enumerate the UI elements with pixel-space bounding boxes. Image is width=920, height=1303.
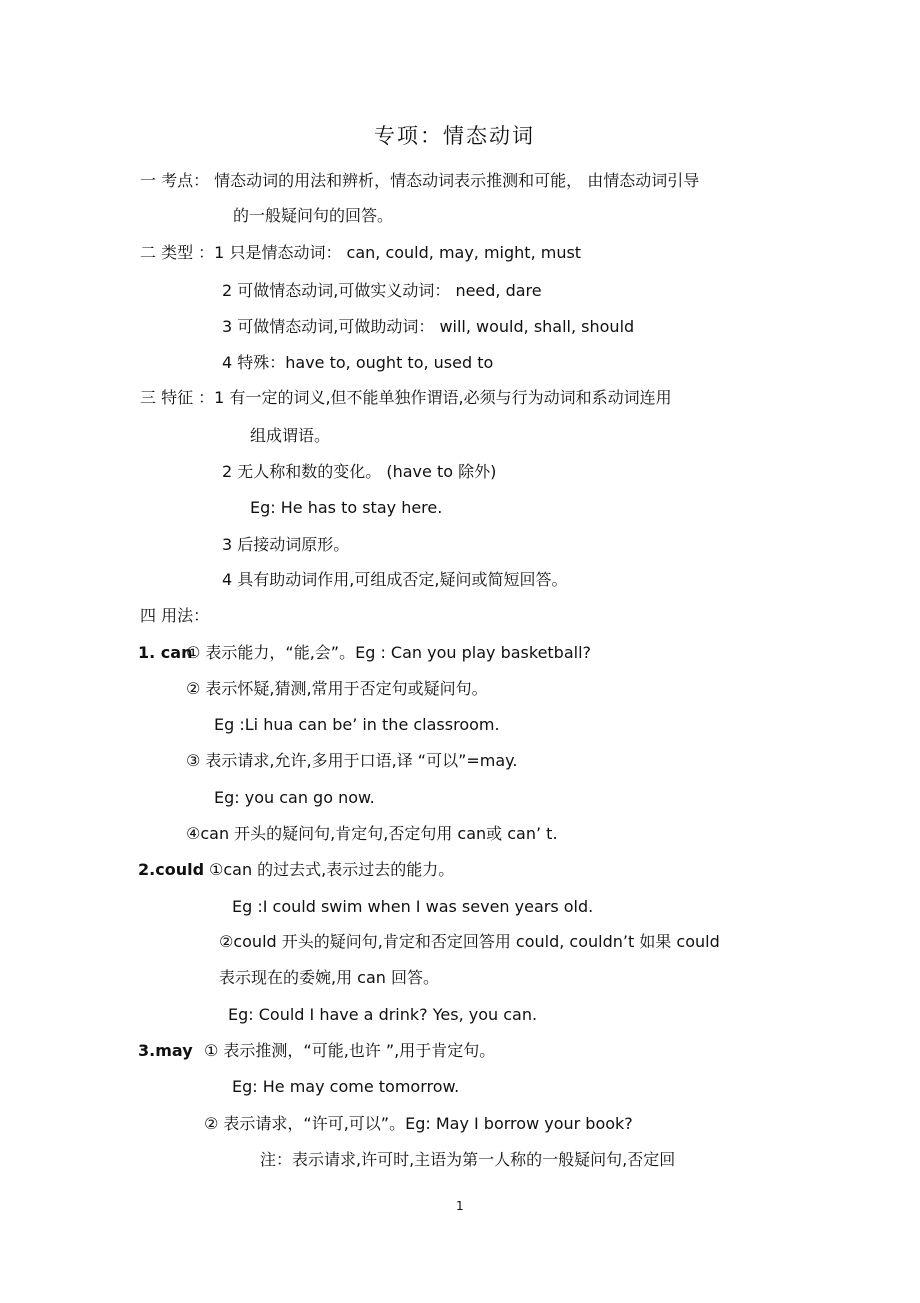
section-heading-may: 3.may: [138, 1041, 193, 1060]
text-line: 4 具有助动词作用,可组成否定,疑问或简短回答。: [222, 570, 568, 589]
text-line: Eg :I could swim when I was seven years old.: [232, 897, 594, 916]
text-line: 2 可做情态动词,可做实义动词： need, dare: [222, 281, 542, 300]
text-line: ③ 表示请求,允许,多用于口语,译 “可以”=may.: [186, 751, 518, 770]
text-line: ① 表示能力，“能,会”。Eg : Can you play basketball?: [186, 643, 592, 662]
text-line: 2 无人称和数的变化。 (have to 除外): [222, 462, 497, 481]
text-line: Eg :Li hua can be’ in the classroom.: [214, 715, 500, 734]
text-line: 二 类型 ：1 只是情态动词： can, could, may, might, must: [140, 243, 582, 262]
text-line: 表示现在的委婉,用 can 回答。: [219, 968, 440, 987]
text-line: 组成谓语。: [250, 426, 331, 445]
text-line: ④can 开头的疑问句,肯定句,否定句用 can或 can’ t.: [186, 824, 558, 843]
text-line: ②could 开头的疑问句,肯定和否定回答用 could, couldn’t 如果 could: [219, 932, 720, 951]
text-line: Eg: Could I have a drink? Yes, you can.: [228, 1005, 538, 1024]
text-line: 三 特征 ：1 有一定的词义,但不能单独作谓语,必须与行为动词和系动词连用: [140, 388, 672, 407]
section-heading-can: 1. can: [138, 643, 193, 662]
text-line: ① 表示推测，“可能,也许 ”,用于肯定句。: [204, 1041, 496, 1060]
page-number: 1: [456, 1199, 464, 1213]
section-heading-could: 2.could: [138, 860, 205, 879]
text-line: 3 可做情态动词,可做助动词： will, would, shall, should: [222, 317, 635, 336]
text-line: ①can 的过去式,表示过去的能力。: [209, 860, 455, 879]
text-line: 一 考点： 情态动词的用法和辨析，情态动词表示推测和可能， 由情态动词引导: [140, 171, 700, 190]
text-line: 的一般疑问句的回答。: [233, 206, 394, 225]
text-line: Eg: He has to stay here.: [250, 498, 443, 517]
text-line: Eg: He may come tomorrow.: [232, 1077, 460, 1096]
page-title: 专项：情态动词: [374, 124, 535, 148]
text-line: 4 特殊：have to, ought to, used to: [222, 353, 494, 372]
text-line: 3 后接动词原形。: [222, 535, 350, 554]
text-line: 注：表示请求,许可时,主语为第一人称的一般疑问句,否定回: [260, 1150, 676, 1169]
text-line: ② 表示怀疑,猜测,常用于否定句或疑问句。: [186, 679, 488, 698]
text-line: Eg: you can go now.: [214, 788, 375, 807]
text-line: 四 用法：: [140, 606, 210, 625]
text-line: ② 表示请求，“许可,可以”。Eg: May I borrow your book?: [204, 1114, 633, 1133]
